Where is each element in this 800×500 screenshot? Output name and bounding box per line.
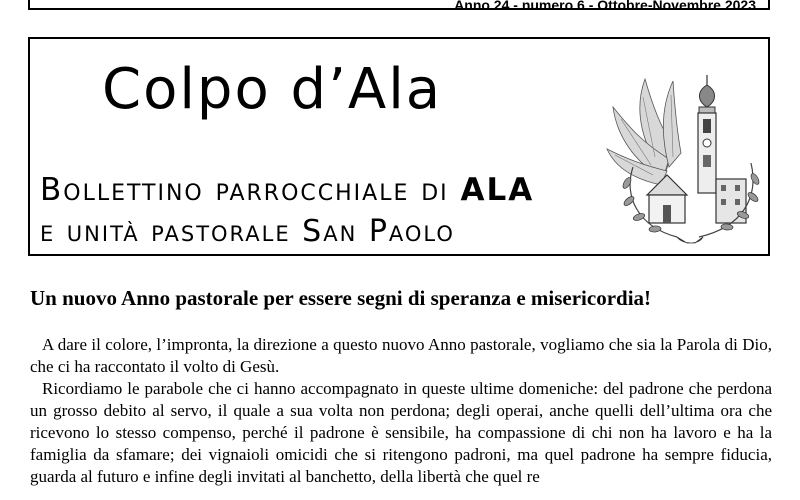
- newsletter-title: Colpo d’Ala: [102, 57, 443, 122]
- brand-ala: ALA: [460, 172, 535, 208]
- subtitle-line-1: [40, 172, 534, 208]
- church-wing-emblem-icon: [603, 67, 763, 247]
- subtitle-prefix: Bollettino parrocchiale di: [40, 172, 461, 208]
- article-paragraph: Ricordiamo le parabole che ci hanno accompagnato in queste ultime domeniche: del padrone che perdona un grosso debito al servo, il quale a sua volta non perdona; degli operai, anche quelli dell’ultima ora che ricevono lo stesso compenso, perché il padrone è sensibile, ha compassione di chi non ha lavoro e ha la famiglia da sfamare; dei vignaioli omicidi che si ritengono padroni, ma quel padrone ha sempre fiducia, guarda al futuro e infine degli invitati al banchetto, della libertà che quel re: [30, 379, 772, 486]
- subtitle-line-2: e unità pastorale San Paolo: [40, 214, 455, 249]
- masthead: [28, 37, 770, 256]
- article-body: [30, 334, 772, 488]
- article-headline: Un nuovo Anno pastorale per essere segni di speranza e misericordia!: [30, 286, 652, 310]
- issue-info: Anno 24 - numero 6 - Ottobre-Novembre 2023: [454, 0, 756, 13]
- article-paragraph: A dare il colore, l’impronta, la direzione a questo nuovo Anno pastorale, vogliamo che sia la Parola di Dio, che ci ha raccontato il volto di Gesù.: [30, 335, 772, 376]
- issue-bar: [28, 0, 770, 13]
